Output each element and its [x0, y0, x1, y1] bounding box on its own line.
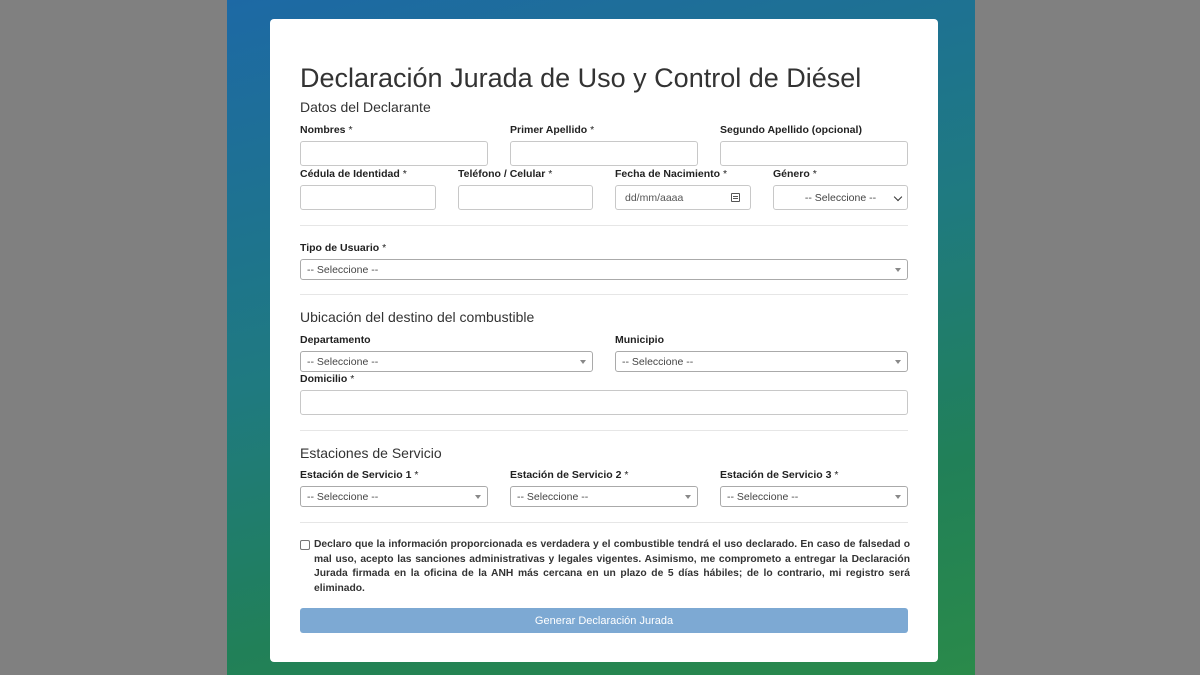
estacion-2-label: Estación de Servicio 2 * — [510, 469, 629, 481]
estacion-2-select[interactable] — [510, 486, 698, 507]
genero-select[interactable] — [773, 185, 908, 210]
domicilio-input[interactable] — [300, 390, 908, 415]
municipio-label: Municipio — [615, 334, 664, 346]
chevron-down-icon — [894, 193, 902, 201]
domicilio-label: Domicilio * — [300, 373, 355, 385]
municipio-select-value: -- Seleccione -- — [622, 355, 694, 368]
genero-select-value: -- Seleccione -- — [804, 191, 877, 204]
cedula-input[interactable] — [300, 185, 436, 210]
genero-label: Género * — [773, 168, 817, 180]
tipo-usuario-label: Tipo de Usuario * — [300, 242, 387, 254]
departamento-select[interactable] — [300, 351, 593, 372]
dropdown-arrow-icon — [685, 495, 691, 499]
fecha-nacimiento-label: Fecha de Nacimiento * — [615, 168, 728, 180]
form-card — [270, 19, 938, 662]
telefono-input[interactable] — [458, 185, 593, 210]
dropdown-arrow-icon — [895, 268, 901, 272]
dropdown-arrow-icon — [895, 360, 901, 364]
primer-apellido-input[interactable] — [510, 141, 698, 166]
generate-declaration-button[interactable]: Generar Declaración Jurada — [300, 608, 908, 633]
telefono-label: Teléfono / Celular * — [458, 168, 553, 180]
section-title-stations: Estaciones de Servicio — [300, 445, 442, 461]
divider — [300, 522, 908, 523]
divider — [300, 225, 908, 226]
segundo-apellido-label: Segundo Apellido (opcional) — [720, 124, 862, 136]
divider — [300, 430, 908, 431]
dropdown-arrow-icon — [895, 495, 901, 499]
segundo-apellido-input[interactable] — [720, 141, 908, 166]
municipio-select[interactable] — [615, 351, 908, 372]
declaration-checkbox[interactable] — [300, 540, 310, 550]
tipo-usuario-select-value: -- Seleccione -- — [307, 263, 379, 276]
estacion-3-select[interactable] — [720, 486, 908, 507]
departamento-select-value: -- Seleccione -- — [307, 355, 379, 368]
estacion-1-select[interactable] — [300, 486, 488, 507]
fecha-nacimiento-input[interactable] — [615, 185, 751, 210]
primer-apellido-label: Primer Apellido * — [510, 124, 595, 136]
tipo-usuario-select[interactable] — [300, 259, 908, 280]
section-title-declarant: Datos del Declarante — [300, 99, 431, 115]
cedula-label: Cédula de Identidad * — [300, 168, 407, 180]
declaration-text: Declaro que la información proporcionada es verdadera y el combustible tendrá el uso declarado. En caso de falsedad o mal uso, acepto las sanciones administrativas y legales vigentes. Asimismo, me comprometo a entregar la Declaración Jurada firmada en la oficina de la ANH más cercana en un plazo de 5 días hábiles; de lo contrario, mi registro será eliminado. — [314, 539, 910, 594]
section-title-location: Ubicación del destino del combustible — [300, 309, 535, 325]
date-placeholder: dd/mm/aaaa — [625, 191, 684, 204]
estacion-2-select-value: -- Seleccione -- — [517, 490, 589, 503]
dropdown-arrow-icon — [580, 360, 586, 364]
estacion-1-label: Estación de Servicio 1 * — [300, 469, 419, 481]
calendar-icon[interactable] — [731, 193, 740, 202]
nombres-input[interactable] — [300, 141, 488, 166]
estacion-3-select-value: -- Seleccione -- — [727, 490, 799, 503]
estacion-1-select-value: -- Seleccione -- — [307, 490, 379, 503]
dropdown-arrow-icon — [475, 495, 481, 499]
divider — [300, 294, 908, 295]
page-title: Declaración Jurada de Uso y Control de Diésel — [300, 63, 862, 93]
nombres-label: Nombres * — [300, 124, 353, 136]
estacion-3-label: Estación de Servicio 3 * — [720, 469, 839, 481]
departamento-label: Departamento — [300, 334, 371, 346]
